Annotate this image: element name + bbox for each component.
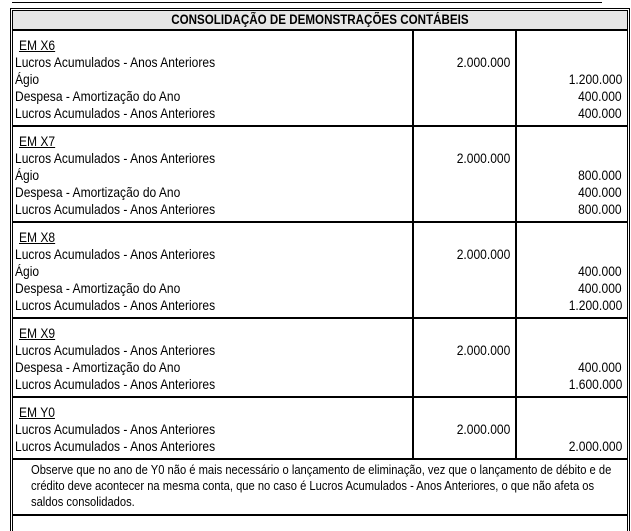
entry-credit bbox=[517, 88, 627, 105]
entry-debit bbox=[414, 246, 515, 263]
entry-account bbox=[15, 167, 412, 184]
entry-credit bbox=[517, 421, 627, 438]
entry-credit bbox=[517, 54, 627, 71]
consolidation-table bbox=[13, 11, 627, 516]
entry-credit bbox=[517, 71, 627, 88]
entry-credit bbox=[517, 297, 627, 314]
entry-account bbox=[15, 150, 412, 167]
top-rule bbox=[12, 2, 602, 3]
sections-body bbox=[13, 30, 627, 459]
table-title: CONSOLIDAÇÃO DE DEMONSTRAÇÕES CONTÁBEIS bbox=[171, 12, 469, 27]
account-column bbox=[13, 397, 413, 459]
account-name: Lucros Acumulados - Anos Anteriores bbox=[15, 376, 216, 392]
account-name: Despesa - Amortização do Ano bbox=[15, 280, 181, 296]
debit-value: 2.000.000 bbox=[456, 421, 510, 437]
account-name: Lucros Acumulados - Anos Anteriores bbox=[15, 201, 216, 217]
note-text: Observe que no ano de Y0 não é mais necessário o lançamento de eliminação, vez que o lançamento de débito e de crédito deve acontecer na mesma conta, que no caso é Lucros Acumulados - Anos Anteriores, o que não afeta os saldos consolidados. bbox=[31, 462, 612, 509]
entry-debit bbox=[414, 359, 515, 376]
debit-value: 2.000.000 bbox=[456, 246, 510, 262]
entry-debit bbox=[414, 421, 515, 438]
entry-debit bbox=[414, 184, 515, 201]
credit-column bbox=[516, 222, 627, 318]
credit-value: 1.600.000 bbox=[568, 376, 622, 392]
section-row bbox=[13, 126, 627, 222]
credit-value: 400.000 bbox=[578, 280, 622, 296]
entry-credit bbox=[517, 150, 627, 167]
account-name: Lucros Acumulados - Anos Anteriores bbox=[15, 150, 216, 166]
credit-value: 1.200.000 bbox=[568, 297, 622, 313]
account-name: Lucros Acumulados - Anos Anteriores bbox=[15, 54, 216, 70]
credit-value: 400.000 bbox=[578, 105, 622, 121]
entry-account bbox=[15, 184, 412, 201]
entry-debit bbox=[414, 342, 515, 359]
credit-value: 400.000 bbox=[578, 359, 622, 375]
account-column bbox=[13, 222, 413, 318]
account-name: Lucros Acumulados - Anos Anteriores bbox=[15, 342, 216, 358]
consolidation-table-frame bbox=[10, 8, 630, 531]
account-name: Lucros Acumulados - Anos Anteriores bbox=[15, 421, 216, 437]
entry-debit bbox=[414, 88, 515, 105]
entry-credit bbox=[517, 167, 627, 184]
account-name: Despesa - Amortização do Ano bbox=[15, 184, 181, 200]
entry-account bbox=[15, 246, 412, 263]
entry-debit bbox=[414, 297, 515, 314]
account-column bbox=[13, 318, 413, 397]
debit-column bbox=[413, 30, 516, 126]
entry-credit bbox=[517, 342, 627, 359]
entry-account bbox=[15, 105, 412, 122]
credit-column bbox=[516, 30, 627, 126]
entry-account bbox=[15, 376, 412, 393]
entry-credit bbox=[517, 376, 627, 393]
credit-value: 400.000 bbox=[578, 184, 622, 200]
entry-account bbox=[15, 54, 412, 71]
account-column bbox=[13, 30, 413, 126]
section-title bbox=[13, 325, 412, 342]
section-title bbox=[13, 404, 412, 421]
section-row bbox=[13, 397, 627, 459]
account-name: Despesa - Amortização do Ano bbox=[15, 359, 181, 375]
credit-value: 800.000 bbox=[578, 167, 622, 183]
section-title bbox=[13, 133, 412, 150]
entry-account bbox=[15, 280, 412, 297]
debit-column bbox=[413, 126, 516, 222]
debit-value: 2.000.000 bbox=[456, 150, 510, 166]
section-row bbox=[13, 30, 627, 126]
credit-column bbox=[516, 318, 627, 397]
debit-value: 2.000.000 bbox=[456, 342, 510, 358]
entry-account bbox=[15, 359, 412, 376]
entry-debit bbox=[414, 167, 515, 184]
entry-credit bbox=[517, 280, 627, 297]
debit-column bbox=[413, 318, 516, 397]
section-title-text: EM X8 bbox=[19, 229, 56, 245]
section-row bbox=[13, 222, 627, 318]
account-name: Ágio bbox=[15, 167, 40, 183]
account-name: Ágio bbox=[15, 71, 40, 87]
entry-credit bbox=[517, 201, 627, 218]
entry-credit bbox=[517, 359, 627, 376]
section-row bbox=[13, 318, 627, 397]
entry-account bbox=[15, 88, 412, 105]
credit-value: 2.000.000 bbox=[568, 438, 622, 454]
entry-credit bbox=[517, 263, 627, 280]
credit-column bbox=[516, 397, 627, 459]
entry-debit bbox=[414, 263, 515, 280]
credit-value: 1.200.000 bbox=[568, 71, 622, 87]
explanatory-note bbox=[13, 459, 627, 515]
debit-column bbox=[413, 222, 516, 318]
entry-debit bbox=[414, 71, 515, 88]
entry-debit bbox=[414, 376, 515, 393]
credit-value: 800.000 bbox=[578, 201, 622, 217]
account-name: Lucros Acumulados - Anos Anteriores bbox=[15, 105, 216, 121]
account-name: Lucros Acumulados - Anos Anteriores bbox=[15, 246, 216, 262]
section-title-text: EM Y0 bbox=[19, 404, 55, 420]
account-name: Lucros Acumulados - Anos Anteriores bbox=[15, 438, 216, 454]
section-title-text: EM X7 bbox=[19, 133, 56, 149]
account-name: Despesa - Amortização do Ano bbox=[15, 88, 181, 104]
entry-account bbox=[15, 438, 412, 455]
entry-credit bbox=[517, 184, 627, 201]
entry-credit bbox=[517, 246, 627, 263]
entry-debit bbox=[414, 150, 515, 167]
entry-account bbox=[15, 263, 412, 280]
account-name: Lucros Acumulados - Anos Anteriores bbox=[15, 297, 216, 313]
credit-value: 400.000 bbox=[578, 263, 622, 279]
section-title-text: EM X9 bbox=[19, 325, 56, 341]
entry-account bbox=[15, 71, 412, 88]
entry-account bbox=[15, 201, 412, 218]
credit-column bbox=[516, 126, 627, 222]
section-title bbox=[13, 229, 412, 246]
account-column bbox=[13, 126, 413, 222]
entry-account bbox=[15, 342, 412, 359]
entry-account bbox=[15, 297, 412, 314]
entry-debit bbox=[414, 105, 515, 122]
entry-debit bbox=[414, 280, 515, 297]
entry-debit bbox=[414, 54, 515, 71]
debit-column bbox=[413, 397, 516, 459]
debit-value: 2.000.000 bbox=[456, 54, 510, 70]
table-header bbox=[13, 11, 627, 30]
section-title bbox=[13, 37, 412, 54]
account-name: Ágio bbox=[15, 263, 40, 279]
entry-debit bbox=[414, 201, 515, 218]
entry-account bbox=[15, 421, 412, 438]
credit-value: 400.000 bbox=[578, 88, 622, 104]
entry-credit bbox=[517, 105, 627, 122]
section-title-text: EM X6 bbox=[19, 37, 56, 53]
entry-debit bbox=[414, 438, 515, 455]
entry-credit bbox=[517, 438, 627, 455]
